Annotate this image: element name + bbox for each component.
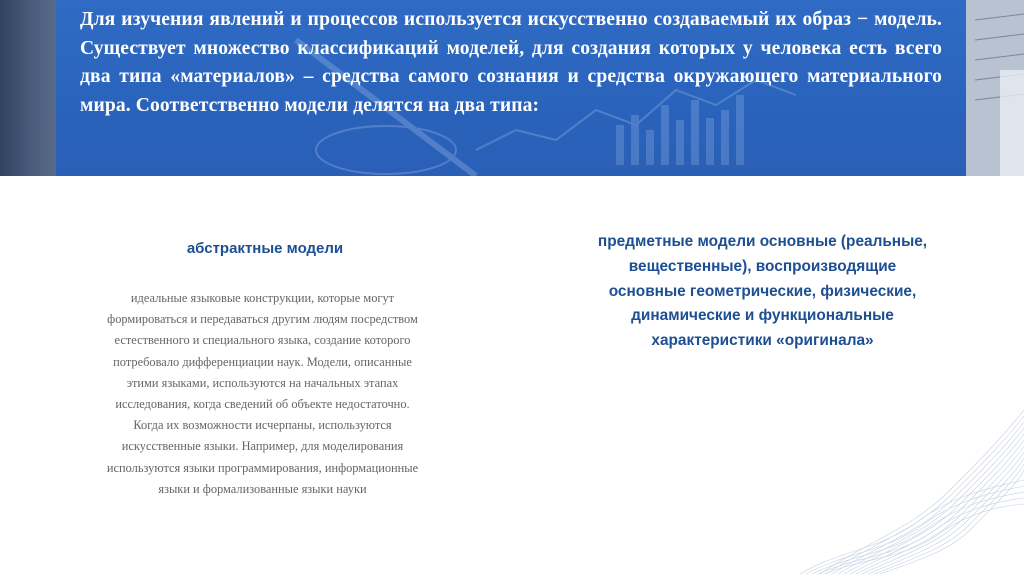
abstract-models-description: идеальные языковые конструкции, которые могут формироваться и передаваться другим людям посредством естественного и специального языка, создание которого потребовало дифференциации наук. Модели, описанные этими языками, используются на начальных этапах исследования, когда сведений об объекте недостаточно. Когда их возможности исчерпаны, используются искусственные языки. Например, для моделирования используются языки программирования, информационные языки и формализованные языки науки [106, 291, 419, 496]
decorative-wave-lines [780, 380, 1024, 574]
abstract-models-column [80, 240, 450, 500]
material-models-text: предметные модели основные (реальные, вещественные), воспроизводящие основные геометрические, физические, динамические и функциональные характеристики «оригинала» [597, 233, 928, 350]
intro-banner [56, 0, 966, 176]
abstract-models-title: абстрактные модели [186, 240, 344, 257]
intro-paragraph: Для изучения явлений и процессов используется искусственно создаваемый их образ − модель. Существует множество классификаций моделей, для создания которых у человека есть всего два типа «материалов» – средства самого сознания и средства окружающего материального мира. Соответственно модели делятся на два типа: [80, 9, 942, 116]
